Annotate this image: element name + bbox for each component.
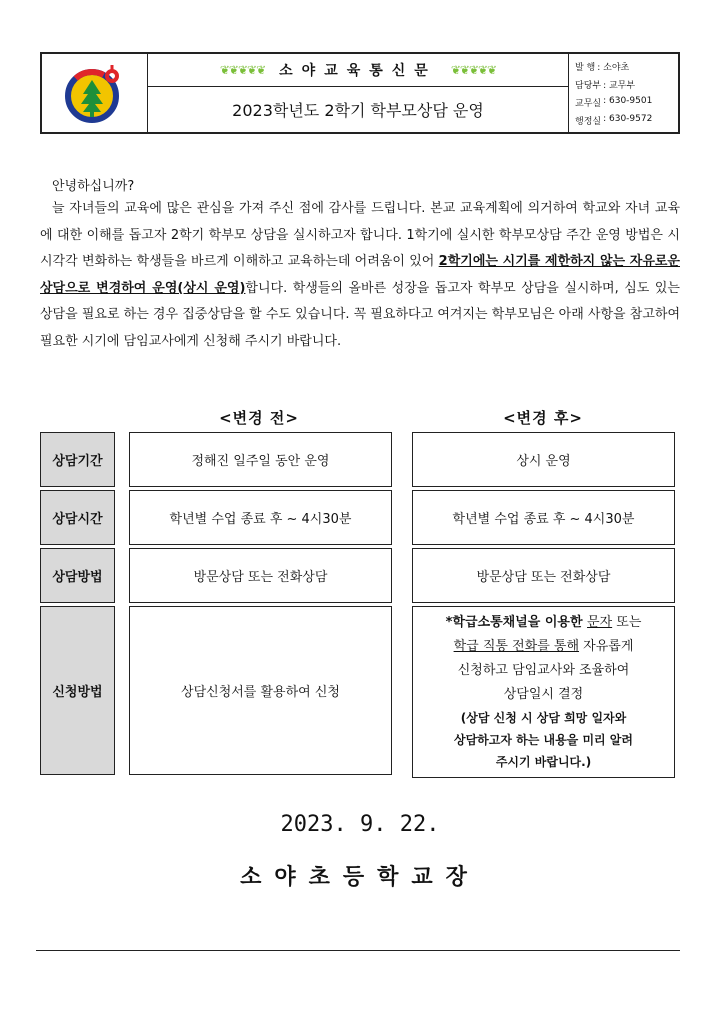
bottom-divider	[36, 950, 680, 951]
before-table	[40, 432, 392, 775]
method-line: 상담일시 결정	[503, 687, 584, 702]
after-value: 학년별 수업 종료 후 ~ 4시30분	[413, 491, 675, 545]
leaf-ornament-right-icon: ❦❦❦❦❦	[450, 63, 497, 77]
row-label: 상담기간	[41, 433, 115, 487]
before-value: 방문상담 또는 전화상담	[130, 549, 392, 603]
document-title: 2023학년도 2학기 학부모상담 운영	[232, 101, 484, 120]
info-publisher: 발 행 : 소야초	[575, 62, 630, 73]
method-line: *학급소통채널을 이용한 문자 또는	[445, 615, 642, 630]
highlighted-change: 2학기에는 시기를 제한하지 않는 자유로운 상담으로 변경하여 운영(상시 운영)	[40, 254, 680, 296]
leaf-ornament-left-icon: ❦❦❦❦❦	[219, 63, 266, 77]
header-title-cell	[148, 54, 568, 132]
table-row	[41, 549, 392, 603]
method-line: 학급 직통 전화를 통해 자유롭게	[453, 639, 634, 654]
school-logo	[62, 62, 128, 124]
table-row	[413, 549, 675, 603]
after-heading: <변경 후>	[503, 409, 583, 427]
info-teachers-office: 교무실 : 630-9501	[575, 95, 653, 109]
row-label: 상담방법	[41, 549, 115, 603]
greeting: 안녕하십니까?	[52, 179, 135, 194]
info-department: 담당부 : 교무부	[575, 80, 636, 91]
method-note: 상담하고자 하는 내용을 미리 알려	[453, 733, 633, 747]
method-note: 주시기 바랍니다.)	[495, 755, 592, 769]
principal-signature: 소야초등학교장	[240, 865, 480, 890]
letter-body: 늘 자녀들의 교육에 많은 관심을 가져 주신 점에 감사를 드립니다. 본교 교육계획에 의거하여 학교와 자녀 교육에 대한 이해를 돕고자 2학기 학부모 상담을 실시하고자 합니다. 1학기에 실시한 학부모상담 주간 운영 방법은 시시각각 변화하는 학생들을 바르게 이해하고 교육하는데 어려움이 있어 2학기에는 시기를 제한하지 않는 자유로운 상담으로 변경하여 운영(상시 운영)합니다. 학생들의 올바른 성장을 돕고자 학부모 상담을 실시하며, 심도 있는 상담을 필요로 하는 경우 집중상담을 할 수도 있습니다. 꼭 필요하다고 여겨지는 학부모님은 아래 사항을 참고하여 필요한 시기에 담임교사에게 신청해 주시기 바랍니다.	[40, 201, 680, 349]
after-value: 방문상담 또는 전화상담	[413, 549, 675, 603]
after-value: 상시 운영	[413, 433, 675, 487]
table-row	[413, 491, 675, 545]
info-admin-office: 행정실 : 630-9572	[575, 113, 653, 127]
after-application-method	[413, 607, 675, 778]
before-value: 정해진 일주일 동안 운영	[130, 433, 392, 487]
table-row	[41, 607, 392, 775]
before-value: 상담신청서를 활용하여 신청	[130, 607, 392, 775]
method-line: 신청하고 담임교사와 조율하여	[457, 663, 630, 678]
paper-name: 소야교육통신문	[279, 63, 437, 79]
paper-name-row	[148, 54, 568, 87]
school-logo-cell	[42, 54, 148, 132]
issue-date: 2023. 9. 22.	[280, 812, 440, 837]
newsletter-header	[40, 52, 680, 134]
publisher-info	[568, 54, 678, 132]
row-label: 상담시간	[41, 491, 115, 545]
table-row	[413, 433, 675, 487]
table-row	[413, 607, 675, 778]
table-row	[41, 433, 392, 487]
before-value: 학년별 수업 종료 후 ~ 4시30분	[130, 491, 392, 545]
row-label: 신청방법	[41, 607, 115, 775]
after-table	[412, 432, 675, 778]
before-heading: <변경 전>	[219, 409, 299, 427]
method-note: (상담 신청 시 상담 희망 일자와	[460, 711, 627, 725]
table-row	[41, 491, 392, 545]
